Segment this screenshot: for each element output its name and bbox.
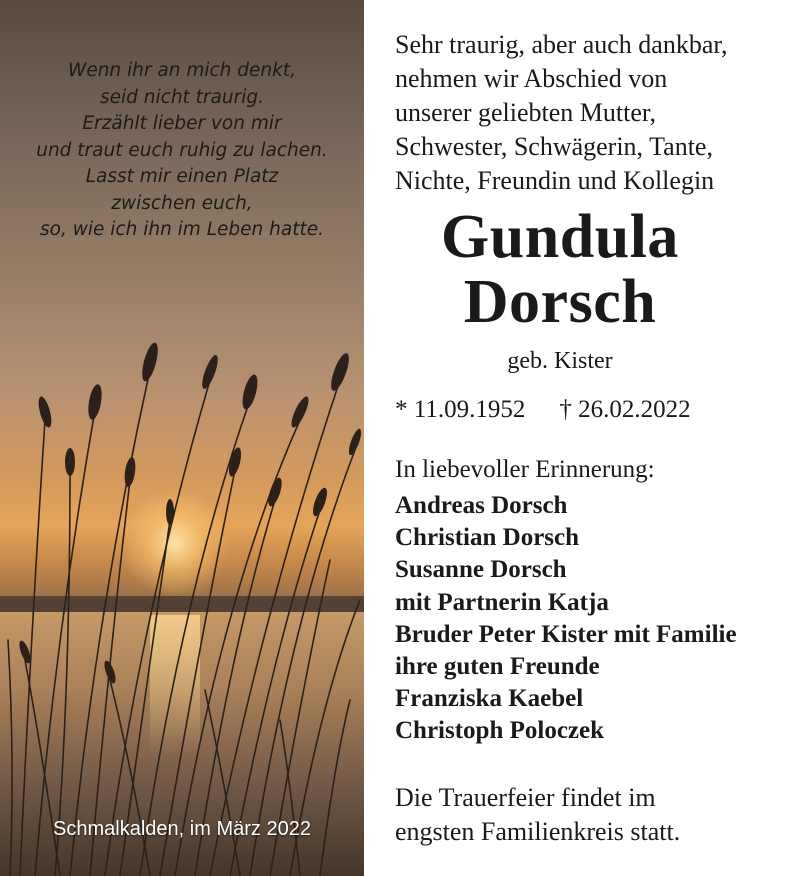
memory-heading: In liebevoller Erinnerung: (395, 456, 655, 483)
death-date: † 26.02.2022 (559, 396, 691, 423)
intro-line: unserer geliebten Mutter, (395, 98, 657, 127)
sunset-reeds-photo (0, 0, 364, 876)
mourner: Christian Dorsch (395, 524, 580, 552)
mourners-list (395, 490, 737, 748)
intro-line: nehmen wir Abschied von (395, 64, 668, 93)
intro-line: Schwester, Schwägerin, Tante, (395, 132, 713, 161)
intro-text (395, 28, 727, 198)
life-dates (395, 396, 691, 424)
mourner: Andreas Dorsch (395, 492, 568, 519)
mourner: ihre guten Freunde (395, 653, 600, 681)
funeral-line: Die Trauerfeier findet im (395, 783, 656, 812)
poem-line: Erzählt lieber von mir (82, 113, 282, 134)
deceased-last-name: Dorsch (463, 268, 657, 336)
funeral-line: engsten Familienkreis statt. (395, 817, 681, 846)
born-name: geb. Kister (507, 348, 613, 374)
mourner: Franziska Kaebel (395, 685, 584, 713)
intro-line: Nichte, Freundin und Kollegin (395, 166, 715, 195)
poem-line: seid nicht traurig. (100, 86, 264, 108)
poem-line: so, wie ich ihn im Leben hatte. (40, 219, 324, 240)
mourner: Susanne Dorsch (395, 556, 567, 584)
funeral-info (395, 781, 680, 849)
poem (0, 58, 364, 244)
place-date: Schmalkalden, im März 2022 (53, 818, 311, 840)
poem-line: und traut euch ruhig zu lachen. (36, 139, 328, 161)
intro-line: Sehr traurig, aber auch dankbar, (395, 30, 728, 59)
mourner: Christoph Poloczek (395, 717, 605, 745)
poem-line: zwischen euch, (111, 192, 253, 214)
birth-date: * 11.09.1952 (395, 396, 526, 423)
deceased-first-name: Gundula (441, 203, 679, 271)
mourner: mit Partnerin Katja (395, 588, 609, 616)
poem-line: Wenn ihr an mich denkt, (68, 60, 296, 81)
mourner: Bruder Peter Kister mit Familie (395, 620, 737, 648)
poem-line: Lasst mir einen Platz (85, 166, 279, 187)
